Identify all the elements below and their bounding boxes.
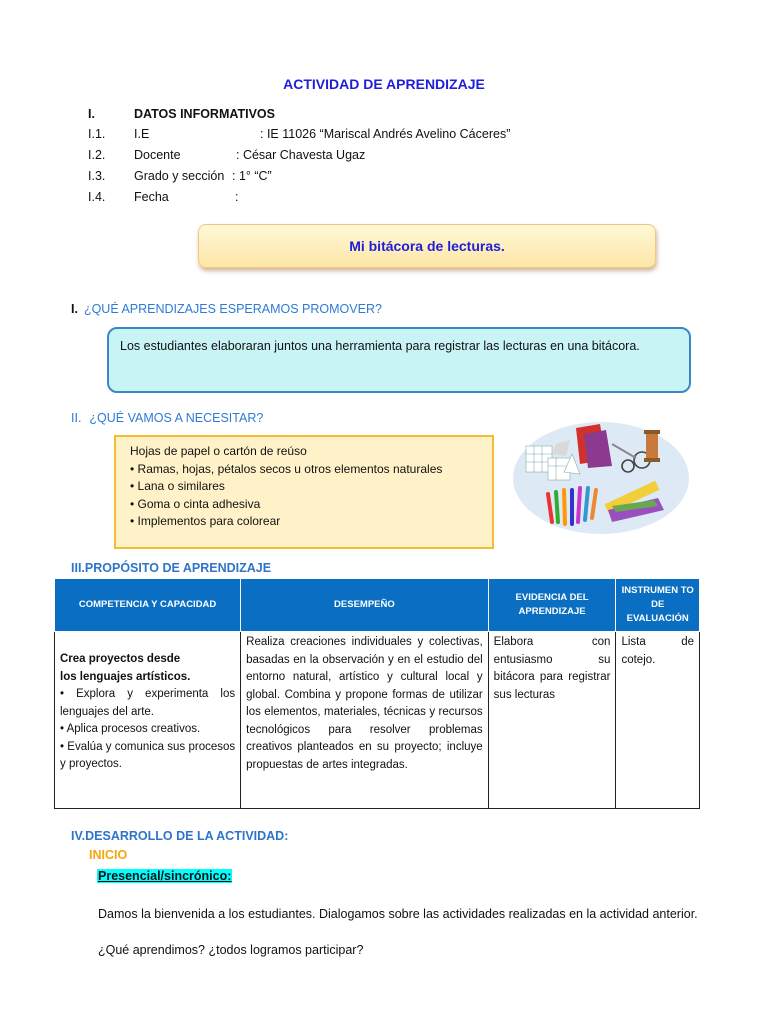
section-1-title: ¿QUÉ APRENDIZAJES ESPERAMOS PROMOVER? (83, 302, 382, 316)
cell-competencia (55, 632, 241, 809)
section-2-title: ¿QUÉ VAMOS A NECESITAR? (89, 411, 264, 425)
dato-value-ie: : IE 11026 “Mariscal Andrés Avelino Cáceres” (260, 127, 511, 141)
competencia-title-line1: Crea proyectos desde (60, 653, 181, 665)
inicio-paragraph-1: Damos la bienvenida a los estudiantes. Dialogamos sobre las actividades realizadas en la actividad anterior. (98, 907, 698, 921)
inicio-label: INICIO (89, 848, 128, 862)
materiales-box (114, 435, 494, 549)
header-evidencia: EVIDENCIA DEL APRENDIZAJE (488, 579, 616, 632)
cell-desempeno: Realiza creaciones individuales y colectivas, basadas en la observación y en el estudio del entorno natural, artístico y cultural local y global. Combina y propone formas de utilizar los elementos, materiales, técnicas y recursos tecnológicos para resolver problemas creativos planteados en su proyecto; incluye propuestas de artes integradas. (241, 632, 489, 809)
document-title: ACTIVIDAD DE APRENDIZAJE (283, 76, 485, 92)
proposito-table (54, 578, 700, 809)
art-supplies-illustration (508, 414, 694, 538)
table-row (55, 632, 700, 809)
competencia-item: • Evalúa y comunica sus procesos y proyectos. (60, 740, 236, 770)
dato-label-grado: Grado y sección (134, 169, 225, 183)
header-desempeno: DESEMPEÑO (241, 579, 489, 632)
dato-value-fecha: : (235, 190, 239, 204)
dato-label-fecha: Fecha (134, 190, 169, 204)
modalidad-highlight: Presencial/sincrónico: (98, 869, 232, 883)
datos-heading-num: I. (88, 107, 95, 121)
header-competencia: COMPETENCIA Y CAPACIDAD (55, 579, 241, 632)
competencia-title-line2: los lenguajes artísticos. (60, 670, 191, 683)
section-3-heading (71, 561, 271, 575)
dato-num-3: I.3. (88, 169, 106, 183)
materiales-item: • Implementos para colorear (130, 514, 281, 528)
activity-banner: Mi bitácora de lecturas. (198, 224, 656, 268)
section-4-heading (71, 829, 288, 843)
section-2-num: II. (71, 411, 82, 425)
dato-num-2: I.2. (88, 148, 106, 162)
competencia-item: • Explora y experimenta los lenguajes del arte. (60, 688, 236, 718)
section-2-heading (71, 411, 263, 425)
section-4-num: IV. (71, 829, 86, 843)
materiales-item: • Lana o similares (130, 479, 225, 493)
materiales-item: • Goma o cinta adhesiva (130, 496, 261, 511)
inicio-paragraph-2: ¿Qué aprendimos? ¿todos logramos participar? (98, 943, 364, 957)
dato-num-1: I.1. (88, 127, 106, 141)
section-1-heading (71, 302, 382, 316)
materiales-item: Hojas de papel o cartón de reúso (130, 444, 307, 458)
section-1-num: I. (71, 302, 78, 316)
cell-instrumento: Lista de cotejo. (616, 632, 700, 809)
materiales-item: • Ramas, hojas, pétalos secos u otros elementos naturales (130, 461, 443, 476)
dato-label-ie: I.E (134, 127, 150, 141)
dato-num-4: I.4. (88, 190, 106, 204)
modalidad-wrapper (97, 867, 232, 885)
section-4-title: DESARROLLO DE LA ACTIVIDAD: (85, 829, 289, 843)
dato-value-grado: : 1° “C” (232, 169, 272, 183)
competencia-item: • Aplica procesos creativos. (60, 723, 201, 735)
section-3-num: III. (71, 561, 85, 575)
table-header-row (55, 579, 700, 632)
datos-heading: DATOS INFORMATIVOS (134, 107, 275, 121)
cell-evidencia: Elabora con entusiasmo su bitácora para registrar sus lecturas (488, 632, 616, 809)
dato-label-docente: Docente (134, 148, 181, 162)
dato-value-docente: : César Chavesta Ugaz (236, 148, 366, 162)
header-instrumento: INSTRUMEN TO DE EVALUACIÓN (616, 579, 700, 632)
aprendizajes-box: Los estudiantes elaboraran juntos una herramienta para registrar las lecturas en una bitácora. (107, 327, 691, 393)
section-3-title: PROPÓSITO DE APRENDIZAJE (84, 561, 272, 575)
